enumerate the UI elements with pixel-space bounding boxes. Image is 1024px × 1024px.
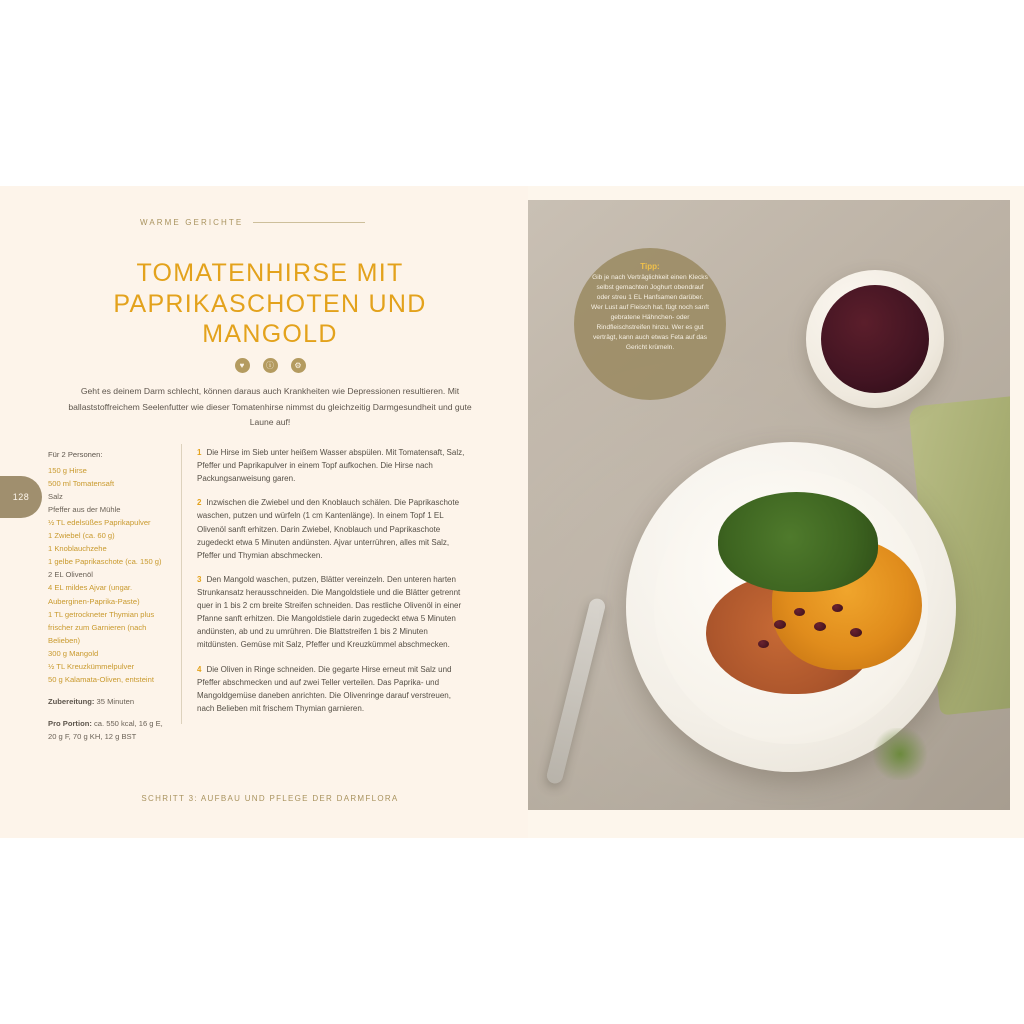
olive-ring — [814, 622, 826, 631]
olive-ring — [832, 604, 843, 612]
step-text: Die Oliven in Ringe schneiden. Die gegarte Hirse erneut mit Salz und Pfeffer abschmecken und auf zwei Teller verteilen. Das Paprika- und Mangoldgemüse daneben anrichten. Die Olivenringe darauf verstreuen, nach Belieben mit frischem Thymian garnieren. — [197, 664, 452, 713]
list-item: 1 Zwiebel (ca. 60 g) — [48, 531, 115, 541]
chard-greens — [718, 492, 878, 592]
category-header — [140, 218, 365, 227]
step-text: Den Mangold waschen, putzen, Blätter vereinzeln. Den unteren harten Strunkansatz herausschneiden. Die Mangoldstiele und die Blätter getrennt quer in 1 bis 2 cm breite Streifen schneiden. Das restliche Olivenöl in einer Pfanne sanft erhitzen. Die Mangoldstiele darin zugedeckt etwa 5 Minuten andünsten, ab und zu umrühren. Die Blattstreifen 1 bis 2 Minuten mitdünsten. Gemüse mit Salz, Pfeffer und Kreuzkümmel abschmecken. — [197, 574, 462, 650]
olive-ring — [758, 640, 769, 648]
step-number: 3 — [197, 574, 202, 584]
olive-ring — [850, 628, 862, 637]
tip-callout — [574, 248, 726, 400]
list-item: 500 ml Tomatensaft — [48, 479, 115, 489]
list-item: 1 gelbe Paprikaschote (ca. 150 g) — [48, 557, 162, 567]
tip-text: Gib je nach Verträglichkeit einen Klecks selbst gemachten Joghurt obendrauf oder streu 1 EL Hanfsamen darüber. Wer Lust auf Fleisch hat, fügt noch sanft gebratene Hähnchen- oder Rindfleischstreifen hinzu. Wer es gut verträgt, kann auch etwas Feta auf das Gericht krümeln. — [591, 274, 709, 352]
step-item — [197, 446, 467, 485]
fork — [545, 597, 606, 785]
page-title: TOMATENHIRSE MIT PAPRIKASCHOTEN UND MANGOLD — [113, 259, 427, 348]
list-item: 1 TL getrockneter Thymian plus frischer zum Garnieren (nach Belieben) — [48, 609, 155, 645]
list-item: 150 g Hirse — [48, 466, 87, 476]
olive-bowl-contents — [821, 285, 929, 393]
list-item: 300 g Mangold — [48, 648, 99, 658]
ingredient-list — [48, 448, 166, 743]
list-item: ½ TL Kreuzkümmelpulver — [48, 661, 135, 671]
step-item — [197, 663, 467, 715]
list-item: ½ TL edelsüßes Paprikapulver — [48, 518, 151, 528]
diet-badge-row — [60, 358, 480, 373]
list-item: 4 EL mildes Ajvar (ungar. Auberginen-Paprika-Paste) — [48, 583, 140, 606]
step-number: 1 — [197, 448, 202, 457]
olive-ring — [774, 620, 786, 629]
list-item: Salz — [48, 492, 63, 502]
nutrition-value: ca. 550 kcal, 16 g E, 20 g F, 70 g KH, 12 g BST — [48, 718, 163, 741]
nutrition-info — [48, 717, 166, 743]
recipe-photo — [528, 200, 1010, 810]
chapter-footer: SCHRITT 3: AUFBAU UND PFLEGE DER DARMFLORA — [141, 794, 399, 803]
plate-inner — [654, 470, 928, 744]
ingredient-heading: Für 2 Personen: — [48, 450, 103, 459]
preparation-steps — [197, 446, 467, 726]
step-number: 2 — [197, 498, 202, 508]
left-page — [0, 186, 528, 838]
prep-time — [48, 695, 166, 708]
category-rule — [253, 222, 365, 223]
category-label: WARME GERICHTE — [140, 218, 244, 227]
nutrition-label: Pro Portion: — [48, 718, 92, 728]
recipe-intro: Geht es deinem Darm schlecht, können daraus auch Krankheiten wie Depressionen resultieren. Mit ballaststoffreichem Seelenfutter wie dieser Tomatenhirse nimmst du gleichzeitig Darmgesundheit und gute Laune auf! — [68, 386, 472, 428]
info-icon: ⓘ — [263, 358, 278, 373]
list-item: Pfeffer aus der Mühle — [48, 505, 121, 515]
book-spread — [0, 186, 1024, 838]
olive-bowl — [806, 270, 944, 408]
gear-icon: ⚙ — [291, 358, 306, 373]
plate — [626, 442, 956, 772]
column-divider — [181, 444, 182, 724]
prep-time-value: 35 Minuten — [94, 696, 135, 706]
list-item: 50 g Kalamata-Oliven, entsteint — [48, 674, 154, 684]
step-text: Die Hirse im Sieb unter heißem Wasser abspülen. Mit Tomatensaft, Salz, Pfeffer und Paprikapulver in einem Topf aufkochen. Die Hirse nach Packungsanweisung garen. — [197, 448, 465, 484]
heart-icon: ♥ — [235, 358, 250, 373]
prep-time-label: Zubereitung: — [48, 696, 95, 706]
tip-title: Tipp: — [640, 262, 660, 271]
list-item: 1 Knoblauchzehe — [48, 544, 107, 554]
page-number-tab: 128 — [0, 476, 42, 518]
list-item: 2 EL Olivenöl — [48, 570, 93, 580]
thyme-garnish — [870, 728, 930, 780]
step-item — [197, 573, 467, 652]
step-number: 4 — [197, 664, 202, 674]
step-item — [197, 496, 467, 562]
step-text: Inzwischen die Zwiebel und den Knoblauch schälen. Die Paprikaschote waschen, putzen und würfeln (1 cm Kantenlänge). In einem Topf 1 EL Olivenöl sanft erhitzen. Darin Zwiebel, Knoblauch und Paprikaschote zugedeckt etwa 5 Minuten andünsten. Ajvar unterrühren, alles mit Salz, Pfeffer und Thymian abschmecken. — [197, 498, 460, 560]
olive-ring — [794, 608, 805, 616]
